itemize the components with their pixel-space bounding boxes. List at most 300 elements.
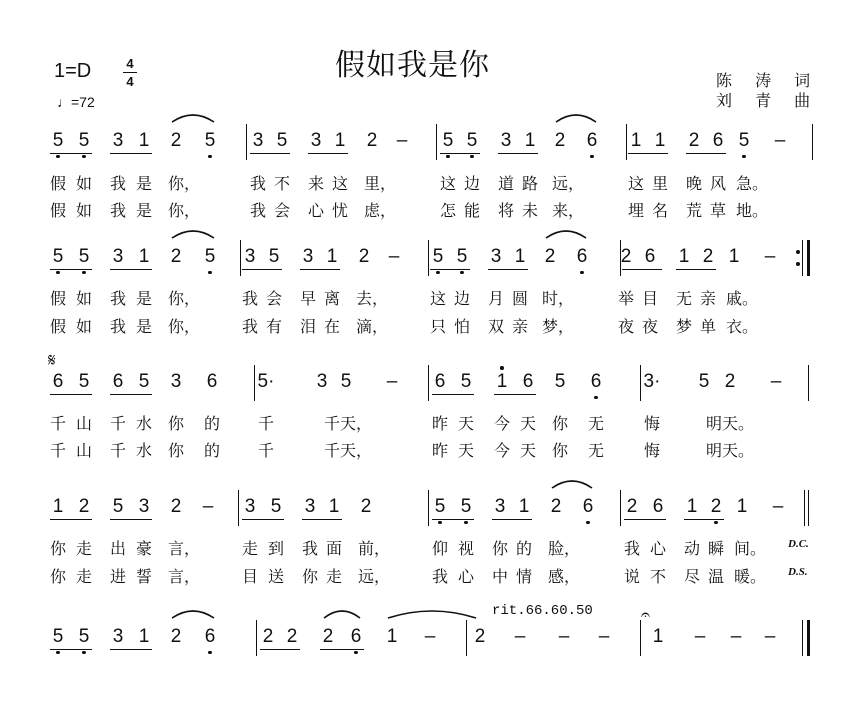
- lyric-syllable: 山: [75, 414, 93, 433]
- note: 3: [112, 130, 124, 151]
- lyric-syllable: 双: [487, 317, 505, 336]
- note: 2: [702, 246, 714, 267]
- lyric-syllable: 明天。: [705, 441, 755, 460]
- beam-underline: [628, 153, 668, 154]
- octave-dot-below: [354, 651, 358, 655]
- note: 1: [728, 246, 740, 267]
- lyric-syllable: 誓: [135, 567, 153, 586]
- lyric-syllable: 急。: [735, 174, 769, 193]
- lyric-syllable: 虑，: [363, 201, 397, 220]
- octave-dot-above: [500, 366, 504, 370]
- note: 5: [205, 130, 216, 152]
- note: 1: [328, 496, 340, 517]
- octave-dot-below: [590, 155, 594, 159]
- note: 6: [591, 371, 602, 393]
- beam-underline: [494, 394, 536, 395]
- note: –: [424, 626, 436, 647]
- lyric-syllable: 如: [75, 201, 93, 220]
- lyric-syllable: 梦: [675, 317, 693, 336]
- note: 3: [244, 496, 256, 517]
- note: 3: [170, 371, 182, 392]
- lyric-syllable: 的: [203, 414, 221, 433]
- repeat-dot: [796, 250, 800, 254]
- lyric-syllable: 天: [519, 414, 537, 433]
- beam-underline: [242, 519, 284, 520]
- lyric-syllable: 有: [265, 317, 283, 336]
- octave-dot-below: [56, 271, 60, 275]
- note: 3: [252, 130, 264, 151]
- note: 5: [457, 246, 468, 268]
- note: 5: [443, 130, 454, 152]
- lyric-syllable: 能: [463, 201, 481, 220]
- lyric-syllable: 你: [491, 539, 509, 558]
- slur: [172, 611, 214, 618]
- slur: [172, 115, 214, 122]
- beam-underline: [110, 649, 152, 650]
- lyric-syllable: 我: [109, 289, 127, 308]
- lyric-syllable: 前，: [357, 539, 391, 558]
- lyric-syllable: 走: [325, 567, 343, 586]
- final-bar-thin: [802, 620, 803, 656]
- lyric-syllable: 感，: [547, 567, 581, 586]
- lyric-syllable: 不: [273, 174, 291, 193]
- lyric-syllable: 假: [49, 201, 67, 220]
- lyric-syllable: 悔: [643, 414, 661, 433]
- lyric-syllable: 目: [241, 567, 259, 586]
- lyric-syllable: 你: [167, 441, 185, 460]
- note: 6: [205, 626, 216, 648]
- note: 1: [524, 130, 536, 151]
- note: –: [764, 246, 776, 267]
- lyric-syllable: 悔: [643, 441, 661, 460]
- lyric-syllable: 走: [75, 567, 93, 586]
- note: 6: [112, 371, 124, 392]
- octave-dot-below: [464, 521, 468, 525]
- note: 2: [170, 130, 182, 151]
- lyric-syllable: 仰: [431, 539, 449, 558]
- beam-underline: [492, 519, 532, 520]
- beam-underline: [432, 519, 474, 520]
- octave-dot-below: [714, 521, 718, 525]
- beam-underline: [50, 269, 92, 270]
- bar-line: [256, 620, 257, 656]
- lyric-syllable: 来，: [551, 201, 585, 220]
- octave-dot-below: [586, 521, 590, 525]
- lyric-syllable: 昨: [431, 414, 449, 433]
- double-bar-thin: [804, 490, 805, 526]
- note: 5: [79, 246, 90, 268]
- octave-dot-below: [208, 271, 212, 275]
- lyric-syllable: 千: [257, 441, 275, 460]
- octave-dot-below: [208, 651, 212, 655]
- lyric-syllable: 天: [457, 441, 475, 460]
- lyric-syllable: 进: [109, 567, 127, 586]
- bar-line: [436, 124, 437, 160]
- lyric-syllable: 千: [109, 414, 127, 433]
- lyric-syllable: 亲: [511, 317, 529, 336]
- note: 3: [304, 496, 316, 517]
- lyric-syllable: 今: [493, 414, 511, 433]
- double-bar-thin: [808, 490, 809, 526]
- lyric-syllable: 草: [709, 201, 727, 220]
- beam-underline: [430, 269, 470, 270]
- beam-underline: [110, 153, 152, 154]
- lyric-syllable: 我: [431, 567, 449, 586]
- lyric-syllable: 你，: [167, 289, 201, 308]
- lyric-syllable: 边: [453, 289, 471, 308]
- ds-marking: D.S.: [788, 566, 808, 578]
- note: 3: [138, 496, 150, 517]
- lyric-syllable: 水: [135, 414, 153, 433]
- note: 1: [334, 130, 346, 151]
- lyric-syllable: 这: [331, 174, 349, 193]
- note: –: [202, 496, 214, 517]
- final-bar-thick: [807, 620, 810, 656]
- note: –: [770, 371, 782, 392]
- note: 6: [583, 496, 594, 518]
- note: 5: [739, 130, 750, 152]
- fermata-sign: 𝄐: [641, 605, 650, 624]
- note: –: [772, 496, 784, 517]
- octave-dot-below: [82, 651, 86, 655]
- lyric-syllable: 我: [623, 539, 641, 558]
- beam-underline: [260, 649, 300, 650]
- note: –: [514, 626, 526, 647]
- lyric-syllable: 我: [109, 201, 127, 220]
- beam-underline: [110, 519, 152, 520]
- lyric-syllable: 是: [135, 174, 153, 193]
- note: 5: [53, 246, 64, 268]
- lyric-syllable: 会: [273, 201, 291, 220]
- note: 5: [340, 371, 352, 392]
- lyric-syllable: 中: [491, 567, 509, 586]
- lyric-syllable: 千: [49, 414, 67, 433]
- lyric-syllable: 山: [75, 441, 93, 460]
- slur: [172, 231, 214, 238]
- note: –: [388, 246, 400, 267]
- note: 1: [518, 496, 530, 517]
- bar-line: [246, 124, 247, 160]
- note: 2: [544, 246, 556, 267]
- lyric-syllable: 戚。: [725, 289, 759, 308]
- bar-line: [240, 240, 241, 276]
- lyric-syllable: 梦，: [541, 317, 575, 336]
- beam-underline: [50, 153, 92, 154]
- bar-line: [254, 365, 255, 401]
- octave-dot-below: [446, 155, 450, 159]
- beam-underline: [624, 519, 666, 520]
- slur: [388, 611, 476, 618]
- note: 3: [494, 496, 506, 517]
- lyric-syllable: 你: [49, 539, 67, 558]
- lyric-syllable: 水: [135, 441, 153, 460]
- slur: [546, 231, 586, 238]
- note: 5: [460, 371, 472, 392]
- dc-marking: D.C.: [788, 538, 809, 550]
- note: 6: [434, 371, 446, 392]
- time-signature-top: 4: [126, 56, 134, 71]
- lyric-syllable: 走: [75, 539, 93, 558]
- note: 5: [467, 130, 478, 152]
- note: –: [764, 626, 776, 647]
- lyric-syllable: 夜: [641, 317, 659, 336]
- note: 1: [138, 130, 150, 151]
- lyric-syllable: 夜: [617, 317, 635, 336]
- lyric-syllable: 你: [167, 414, 185, 433]
- octave-dot-below: [56, 651, 60, 655]
- slur: [552, 481, 592, 488]
- note: 2: [474, 626, 486, 647]
- note: 2: [170, 496, 182, 517]
- lyric-syllable: 豪: [135, 539, 153, 558]
- beam-underline: [242, 269, 282, 270]
- note: 2: [78, 496, 90, 517]
- note: 2: [286, 626, 298, 647]
- beam-underline: [50, 519, 92, 520]
- note: 5: [268, 246, 280, 267]
- note: 6: [351, 626, 362, 648]
- lyric-syllable: 今: [493, 441, 511, 460]
- lyric-syllable: 千天，: [323, 441, 373, 460]
- note: 3·: [643, 371, 661, 392]
- note: 6: [587, 130, 598, 152]
- beam-underline: [302, 519, 342, 520]
- lyric-syllable: 瞬: [707, 539, 725, 558]
- octave-dot-below: [56, 155, 60, 159]
- note: –: [386, 371, 398, 392]
- slur: [556, 115, 596, 122]
- lyric-syllable: 暖。: [733, 567, 767, 586]
- lyric-syllable: 的: [515, 539, 533, 558]
- note: 5: [698, 371, 710, 392]
- note: 2: [626, 496, 638, 517]
- lyric-syllable: 道: [497, 174, 515, 193]
- octave-dot-below: [208, 155, 212, 159]
- lyric-syllable: 心: [649, 539, 667, 558]
- lyric-syllable: 千: [109, 441, 127, 460]
- note: 5: [53, 130, 64, 152]
- lyric-syllable: 是: [135, 317, 153, 336]
- beam-underline: [308, 153, 348, 154]
- note: 5: [53, 626, 64, 648]
- note: 1: [138, 246, 150, 267]
- octave-dot-below: [460, 271, 464, 275]
- note: –: [598, 626, 610, 647]
- lyric-syllable: 我: [241, 289, 259, 308]
- lyric-syllable: 你，: [167, 317, 201, 336]
- lyric-syllable: 送: [267, 567, 285, 586]
- note: 3: [244, 246, 256, 267]
- lyric-syllable: 动: [683, 539, 701, 558]
- note: –: [730, 626, 742, 647]
- lyric-syllable: 假: [49, 317, 67, 336]
- note: 6: [652, 496, 664, 517]
- note: 3: [302, 246, 314, 267]
- lyric-syllable: 荒: [685, 201, 703, 220]
- lyric-syllable: 视: [457, 539, 475, 558]
- lyric-syllable: 这: [429, 289, 447, 308]
- slur: [324, 611, 360, 618]
- lyric-syllable: 怕: [453, 317, 471, 336]
- beam-underline: [320, 649, 364, 650]
- note: –: [558, 626, 570, 647]
- lyric-syllable: 是: [135, 201, 153, 220]
- lyric-syllable: 边: [463, 174, 481, 193]
- note: 1: [497, 371, 508, 393]
- bar-line: [620, 240, 621, 276]
- lyric-syllable: 如: [75, 174, 93, 193]
- bar-line: [640, 365, 641, 401]
- note: 5: [435, 496, 446, 518]
- beam-underline: [440, 153, 480, 154]
- lyric-syllable: 情: [515, 567, 533, 586]
- lyric-syllable: 将: [497, 201, 515, 220]
- beam-underline: [498, 153, 538, 154]
- lyric-syllable: 间。: [733, 539, 767, 558]
- lyric-syllable: 我: [301, 539, 319, 558]
- note: 1: [678, 246, 690, 267]
- note: 5: [270, 496, 282, 517]
- note: 3: [500, 130, 512, 151]
- repeat-dot: [796, 262, 800, 266]
- lyric-syllable: 的: [203, 441, 221, 460]
- lyric-syllable: 言，: [167, 567, 201, 586]
- note: 1: [630, 130, 642, 151]
- lyric-syllable: 远，: [551, 174, 585, 193]
- bar-line: [626, 124, 627, 160]
- bar-line: [640, 620, 641, 656]
- beam-underline: [50, 649, 92, 650]
- note: 2: [170, 626, 182, 647]
- lyric-syllable: 假: [49, 289, 67, 308]
- note: 6: [206, 371, 218, 392]
- lyric-syllable: 月: [487, 289, 505, 308]
- lyric-syllable: 时，: [541, 289, 575, 308]
- lyric-syllable: 忧: [331, 201, 349, 220]
- beam-underline: [250, 153, 290, 154]
- note: 5: [79, 626, 90, 648]
- lyric-syllable: 这: [627, 174, 645, 193]
- lyric-syllable: 说: [623, 567, 641, 586]
- lyric-syllable: 你: [551, 441, 569, 460]
- lyric-syllable: 无: [587, 441, 605, 460]
- lyric-syllable: 温: [707, 567, 725, 586]
- time-signature-line: [123, 72, 137, 73]
- tempo-marking: ♩=72: [57, 94, 95, 110]
- lyric-syllable: 在: [323, 317, 341, 336]
- lyric-syllable: 面: [325, 539, 343, 558]
- note: 3: [490, 246, 502, 267]
- note: 2: [550, 496, 562, 517]
- note: 2: [360, 496, 372, 517]
- lyric-syllable: 亲: [699, 289, 717, 308]
- lyric-syllable: 脸，: [547, 539, 581, 558]
- lyric-syllable: 我: [241, 317, 259, 336]
- note: 2: [322, 626, 334, 647]
- lyric-syllable: 衣。: [725, 317, 759, 336]
- lyric-syllable: 尽: [683, 567, 701, 586]
- note: 1: [654, 130, 666, 151]
- note: 2: [724, 371, 736, 392]
- note: 6: [522, 371, 534, 392]
- lyric-syllable: 滴，: [355, 317, 389, 336]
- lyric-syllable: 风: [709, 174, 727, 193]
- note: 3: [316, 371, 328, 392]
- lyric-syllable: 晚: [685, 174, 703, 193]
- beam-underline: [488, 269, 528, 270]
- note: 6: [712, 130, 724, 151]
- beam-underline: [50, 394, 92, 395]
- note: 1: [52, 496, 64, 517]
- note: –: [396, 130, 408, 151]
- bar-line: [428, 365, 429, 401]
- octave-dot-below: [82, 155, 86, 159]
- note: –: [694, 626, 706, 647]
- lyric-syllable: 路: [521, 174, 539, 193]
- note: 5: [112, 496, 124, 517]
- note: 6: [577, 246, 588, 268]
- bar-line: [428, 490, 429, 526]
- note: 5: [138, 371, 150, 392]
- note: 2: [688, 130, 700, 151]
- note: 6: [52, 371, 64, 392]
- lyric-syllable: 明天。: [705, 414, 755, 433]
- lyric-syllable: 远，: [357, 567, 391, 586]
- note: 1: [514, 246, 526, 267]
- octave-dot-below: [742, 155, 746, 159]
- lyric-syllable: 离: [323, 289, 341, 308]
- note: 5: [433, 246, 444, 268]
- note: 5·: [257, 371, 275, 392]
- note: 2: [262, 626, 274, 647]
- lyric-syllable: 千天，: [323, 414, 373, 433]
- lyric-syllable: 天: [457, 414, 475, 433]
- beam-underline: [110, 394, 152, 395]
- lyric-syllable: 泪: [299, 317, 317, 336]
- note: 2: [620, 246, 632, 267]
- lyric-syllable: 去，: [355, 289, 389, 308]
- note: 1: [326, 246, 338, 267]
- note: 1: [686, 496, 698, 517]
- lyric-syllable: 怎: [439, 201, 457, 220]
- lyric-syllable: 是: [135, 289, 153, 308]
- lyric-syllable: 未: [521, 201, 539, 220]
- note: 1: [736, 496, 748, 517]
- note: 6: [644, 246, 656, 267]
- bar-line: [238, 490, 239, 526]
- note: 2: [358, 246, 370, 267]
- beam-underline: [300, 269, 340, 270]
- note: 2: [711, 496, 722, 518]
- lyric-syllable: 你: [301, 567, 319, 586]
- lyric-syllable: 早: [299, 289, 317, 308]
- note: 5: [205, 246, 216, 268]
- lyric-syllable: 无: [675, 289, 693, 308]
- lyric-syllable: 会: [265, 289, 283, 308]
- lyricist-credit: 陈 涛 词: [716, 71, 820, 90]
- key-signature: 1=D: [54, 60, 92, 82]
- octave-dot-below: [436, 271, 440, 275]
- bar-line: [808, 365, 809, 401]
- note: –: [774, 130, 786, 151]
- lyric-syllable: 你，: [167, 201, 201, 220]
- note: 2: [170, 246, 182, 267]
- note: 5: [461, 496, 472, 518]
- note: 2: [366, 130, 378, 151]
- repeat-bar-thin: [802, 240, 803, 276]
- bar-line: [466, 620, 467, 656]
- lyric-syllable: 名: [651, 201, 669, 220]
